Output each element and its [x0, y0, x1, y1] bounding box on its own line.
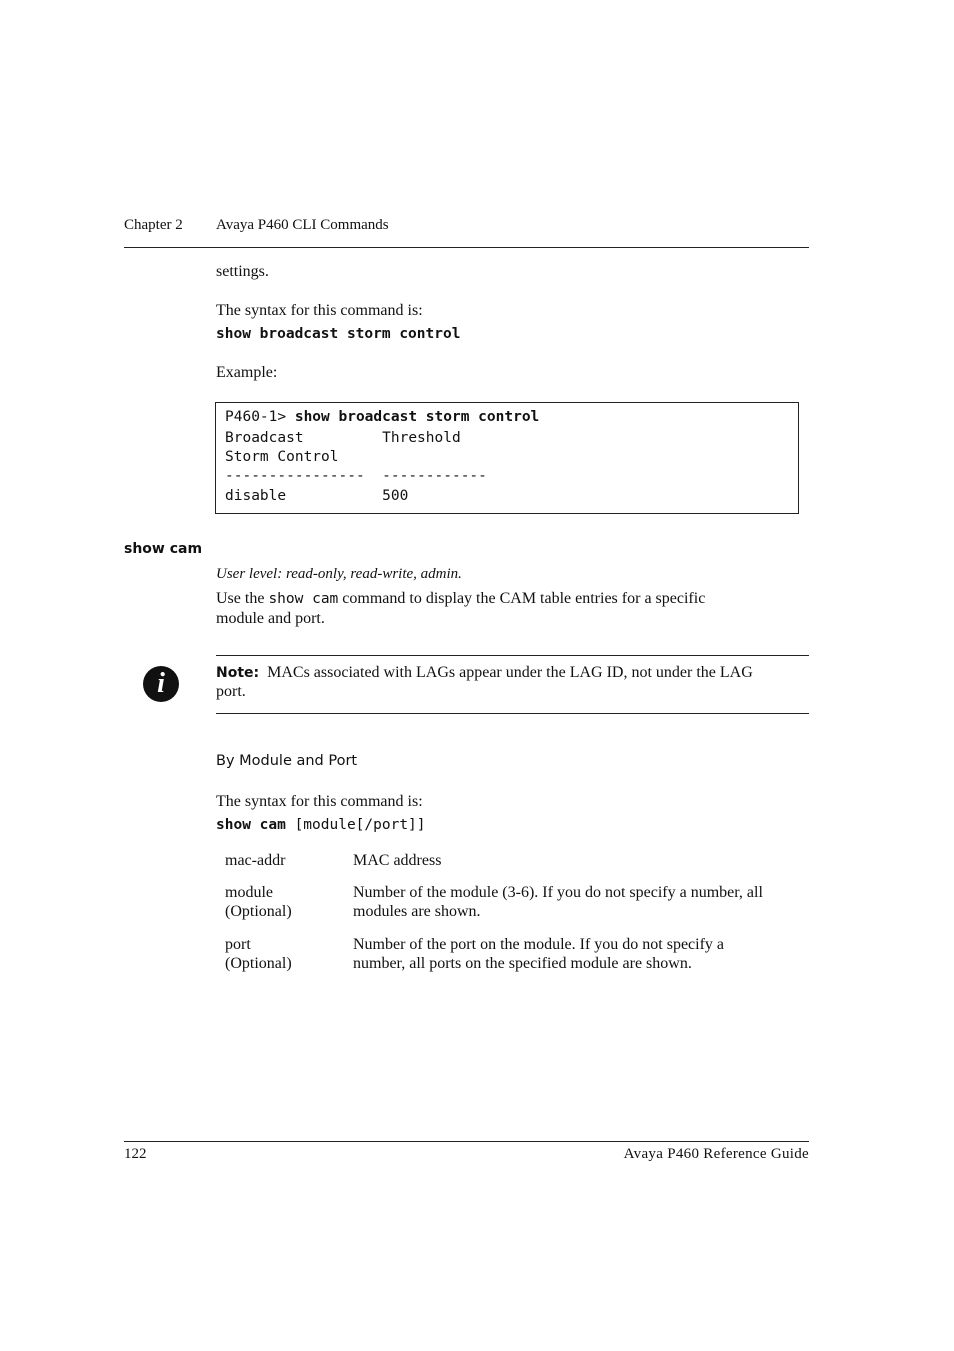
param-desc: Number of the module (3-6). If you do not specify a number, all [353, 884, 763, 901]
note-text-line1: MACs associated with LAGs appear under the LAG ID, not under the LAG [267, 664, 753, 681]
param-desc: Number of the port on the module. If you do not specify a [353, 936, 725, 953]
subsection-heading: By Module and Port [216, 753, 358, 769]
example-code-box [215, 402, 799, 514]
param-name: port [225, 936, 251, 953]
syntax-command: show broadcast storm control [216, 326, 461, 342]
subsection-command [216, 816, 426, 835]
footer-divider [124, 1141, 809, 1142]
example-output-line: ---------------- ------------ [225, 468, 487, 484]
param-desc-line2: modules are shown. [353, 903, 481, 920]
note-text-line2: port. [216, 683, 246, 700]
settings-text: settings. [216, 263, 269, 280]
example-label: Example: [216, 364, 278, 381]
subsection-syntax-label: The syntax for this command is: [216, 793, 423, 810]
param-name: module [225, 884, 273, 901]
cli-command: show broadcast storm control [294, 409, 540, 425]
param-desc-line2: number, all ports on the specified module are shown. [353, 955, 692, 972]
guide-title: Avaya P460 Reference Guide [623, 1146, 809, 1162]
param-qualifier: (Optional) [225, 955, 292, 972]
desc-use: Use the [216, 590, 265, 607]
page-number: 122 [124, 1146, 147, 1162]
section-description [216, 589, 705, 609]
example-output-line: Broadcast Threshold [225, 430, 461, 446]
note-label: Note: [216, 665, 260, 681]
example-output-line: Storm Control [225, 449, 339, 465]
param-qualifier: (Optional) [225, 903, 292, 920]
info-icon: i [143, 666, 179, 702]
user-level: User level: read-only, read-write, admin. [216, 566, 462, 582]
chapter-title: Avaya P460 CLI Commands [216, 217, 389, 233]
desc-code: show cam [268, 591, 339, 607]
cli-prompt: P460-1> [225, 409, 295, 425]
syntax-label: The syntax for this command is: [216, 302, 423, 319]
command-args: [module[/port]] [285, 817, 426, 833]
header-divider [124, 247, 809, 248]
section-description-line2: module and port. [216, 610, 325, 627]
note-bottom-divider [216, 713, 809, 714]
example-output-line: disable 500 [225, 488, 409, 504]
command-bold: show cam [216, 817, 286, 833]
param-name: mac-addr [225, 852, 286, 869]
section-heading: show cam [124, 541, 203, 557]
param-desc: MAC address [353, 852, 442, 869]
note-top-divider [216, 655, 809, 656]
example-command-line [225, 408, 539, 427]
desc-rest: command to display the CAM table entries for a specific [342, 590, 706, 607]
note-text [216, 663, 753, 683]
chapter-label: Chapter 2 [124, 217, 183, 233]
